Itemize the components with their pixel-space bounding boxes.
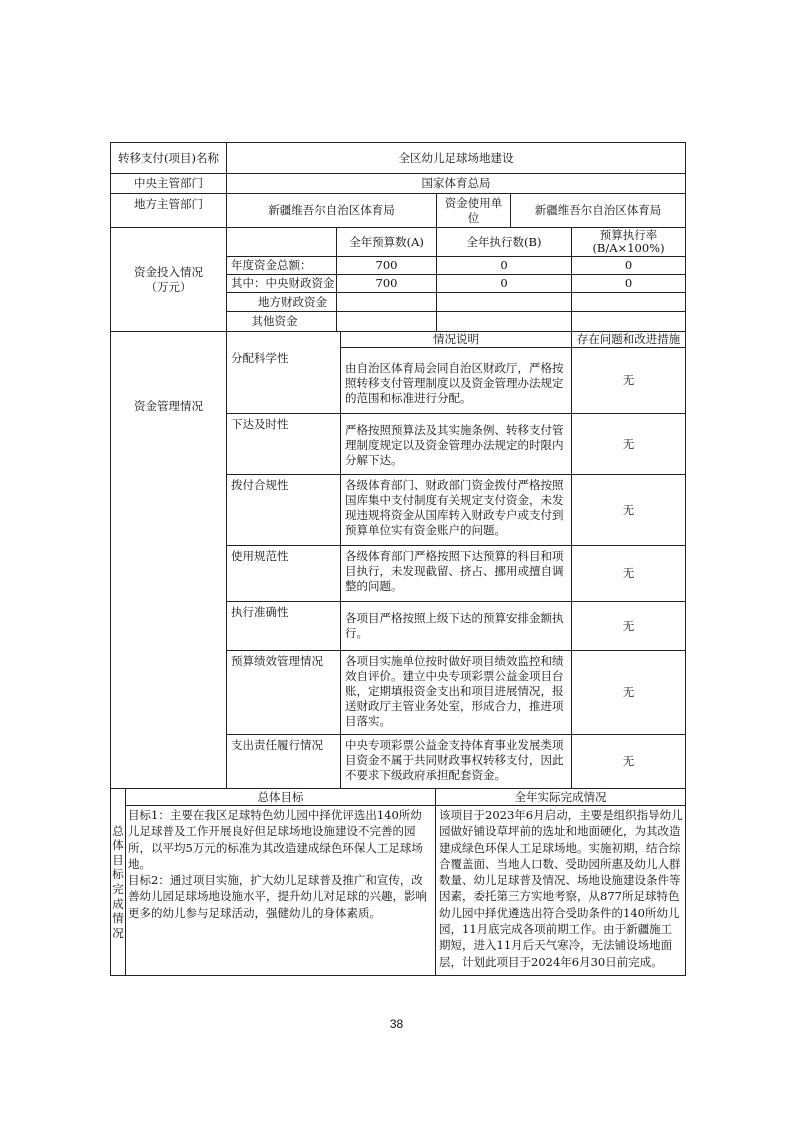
goals-goal-text: 目标1：主要在我区足球特色幼儿园中择优评选出140所幼儿足球普及工作开展良好但足球场地设施建设不完善的园所，以平均5万元的标准为其改造建成绿色环保人工足球场地。 目标2：通过项目实施，扩大幼儿足球普及推广和宣传，改善幼儿园足球场地设施水平，提升幼儿对足球的兴趣，影响更多的幼儿参与足球活动，强健幼儿的身体素质。 (128, 808, 427, 920)
funding-row-executed: 0 (500, 276, 508, 290)
management-col-issue: 存在问题和改进措施 (576, 332, 681, 346)
page-number: 38 (389, 1017, 404, 1031)
management-desc: 各项目严格按照上级下达的预算安排金额执行。 (345, 611, 564, 640)
management-item: 分配科学性 (231, 351, 289, 365)
management-desc: 各级体育部门、财政部门资金拨付严格按照国库集中支付制度有关规定支付资金，未发现违规将资金从国库转入财政专户或支付到预算单位实有资金账户的问题。 (345, 478, 564, 537)
funding-row-budget (337, 312, 436, 331)
funding-row-rate (572, 293, 685, 311)
management-item: 执行准确性 (231, 605, 289, 619)
management-item: 支出责任履行情况 (231, 738, 323, 752)
management-item: 拨付合规性 (231, 478, 289, 492)
goals-actual-text: 该项目于2023年6月启动，主要是组织指导幼儿园做好铺设草坪前的选址和地面硬化，为其改造建成绿色环保人工足球场地。实施初期，结合综合覆盖面、当地人口数、受助园所惠及幼儿人群数量、幼儿足球普及情况、场地设施建设条件等因素，委托第三方实地考察，从877所足球特色幼儿园中择优遴选出符合受助条件的140所幼儿园，11月底完成各项前期工作。由于新疆施工期短，进入11月后天气寒冷，无法铺设场地面层，计划此项目于2024年6月30日前完成。 (439, 808, 683, 969)
management-issue: 无 (622, 502, 635, 517)
user-unit-label: 资金使用单位 (444, 195, 503, 225)
central-dept-value: 国家体育总局 (421, 176, 491, 190)
local-dept-label: 地方主管部门 (134, 196, 203, 211)
funding-row-rate: 0 (624, 276, 633, 290)
management-issue: 无 (622, 373, 635, 387)
local-dept-value: 新疆维吾尔自治区体育局 (268, 203, 395, 217)
central-dept-label: 中央主管部门 (134, 176, 203, 190)
project-name-value: 全区幼儿足球场地建设 (398, 150, 514, 165)
funding-row-rate (572, 312, 685, 331)
funding-row-label: 其他资金 (251, 314, 298, 328)
management-issue: 无 (622, 618, 635, 633)
funding-row-executed: 0 (500, 258, 508, 272)
management-item: 使用规范性 (231, 549, 289, 563)
management-desc: 中央专项彩票公益金支持体育事业发展类项目资金不属于共同财政事权转移支付，因此不要求下级政府承担配套资金。 (345, 738, 564, 782)
management-issue: 无 (622, 436, 635, 451)
funding-header-budget: 全年预算数(A) (349, 234, 424, 249)
goals-col-actual: 全年实际完成情况 (514, 789, 607, 804)
project-name-label: 转移支付(项目)名称 (118, 150, 219, 165)
goals-section-label: 总体目标完成情况 (112, 823, 124, 940)
funding-header-rate: 预算执行率 (B/A×100%) (592, 228, 665, 255)
management-col-desc: 情况说明 (433, 332, 479, 346)
management-desc: 由自治区体育局会同自治区财政厅，严格按照转移支付管理制度以及资金管理办法规定的范围和标准进行分配。 (345, 361, 564, 405)
funding-row-rate: 0 (624, 258, 633, 272)
user-unit-value: 新疆维吾尔自治区体育局 (534, 203, 662, 217)
management-item: 预算绩效管理情况 (231, 654, 323, 668)
funding-row-budget: 700 (375, 276, 398, 290)
management-item: 下达及时性 (231, 417, 289, 431)
funding-row-executed (437, 312, 571, 331)
funding-section-label: 资金投入情况 （万元） (134, 264, 203, 294)
funding-row-label: 其中：中央财政资金 (231, 276, 335, 290)
funding-row-label: 年度资金总额： (231, 258, 312, 272)
funding-row-budget: 700 (375, 258, 398, 272)
management-issue: 无 (622, 754, 635, 768)
management-issue: 无 (622, 566, 635, 580)
management-desc: 各级体育部门严格按照下达预算的科目和项目执行，未发现截留、挤占、挪用或擅自调整的问题。 (345, 549, 564, 593)
funding-header-executed: 全年执行数(B) (466, 234, 542, 249)
funding-row-executed (437, 293, 571, 311)
goals-col-goal: 总体目标 (257, 789, 304, 804)
funding-row-budget (337, 293, 436, 311)
funding-row-label: 地方财政资金 (258, 294, 327, 309)
management-desc: 各项目实施单位按时做好项目绩效监控和绩效自评价。建立中央专项彩票公益金项目台账，定期填报资金支出和项目进展情况，报送财政厅主管业务处室，形成合力，推进项目落实。 (345, 654, 564, 728)
management-section-label: 资金管理情况 (134, 398, 203, 413)
management-issue: 无 (622, 685, 635, 699)
management-desc: 严格按照预算法及其实施条例、转移支付管理制度规定以及资金管理办法规定的时限内分解下达。 (345, 423, 564, 467)
